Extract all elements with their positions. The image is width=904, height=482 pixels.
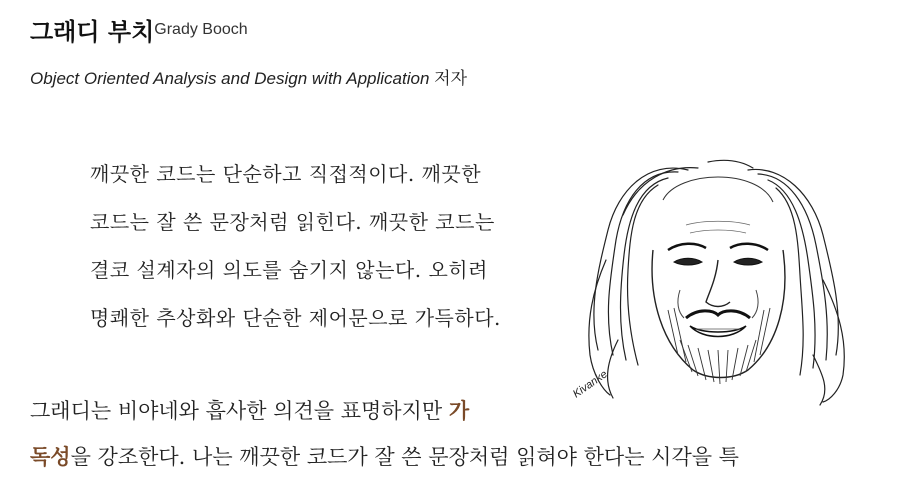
- body-paragraph: [30, 388, 890, 480]
- author-role: 저자: [434, 69, 467, 88]
- mustache: [686, 311, 750, 318]
- forehead-line: [690, 230, 746, 233]
- quote-block: [90, 150, 540, 342]
- quote-line: 명쾌한 추상화와 단순한 제어문으로 가득하다.: [90, 306, 501, 330]
- left-brow: [668, 244, 706, 250]
- quote-line: 깨끗한 코드는 단순하고 직접적이다. 깨끗한: [90, 162, 482, 186]
- highlighted-word: 가: [448, 398, 470, 423]
- left-eye: [674, 258, 702, 265]
- person-name-korean: 그래디 부치: [30, 18, 155, 46]
- body-line: [30, 434, 890, 480]
- person-name-english: Grady Booch: [154, 21, 248, 38]
- quote-line: 코드는 잘 쓴 문장처럼 읽힌다. 깨끗한 코드는: [90, 210, 495, 234]
- highlighted-word: 독성: [30, 444, 71, 469]
- portrait-sketch: [568, 140, 858, 425]
- body-text-segment: 을 강조한다. 나는 깨끗한 코드가 잘 쓴 문장처럼 읽혀야 한다는 시각을 특: [70, 445, 739, 469]
- beard-hatching: [668, 308, 770, 384]
- left-cheek-line: [678, 290, 684, 318]
- mouth: [690, 326, 746, 337]
- body-text-segment: 그래디는 비야네와 흡사한 의견을 표명하지만: [30, 399, 449, 423]
- book-title: Object Oriented Analysis and Design with Application: [30, 69, 430, 88]
- forehead-line: [686, 221, 750, 225]
- person-subtitle: [30, 64, 467, 89]
- head-outline: [663, 177, 773, 202]
- quote-line: 결코 설계자의 의도를 숨기지 않는다. 오히려: [90, 258, 488, 282]
- right-eye: [734, 258, 762, 265]
- portrait-signature: Kivanke: [570, 368, 610, 401]
- right-brow: [730, 244, 768, 250]
- nose: [706, 260, 730, 307]
- right-cheek-line: [752, 290, 758, 318]
- person-header: [30, 12, 248, 47]
- hair-strokes: [589, 160, 844, 405]
- body-line: [30, 388, 890, 434]
